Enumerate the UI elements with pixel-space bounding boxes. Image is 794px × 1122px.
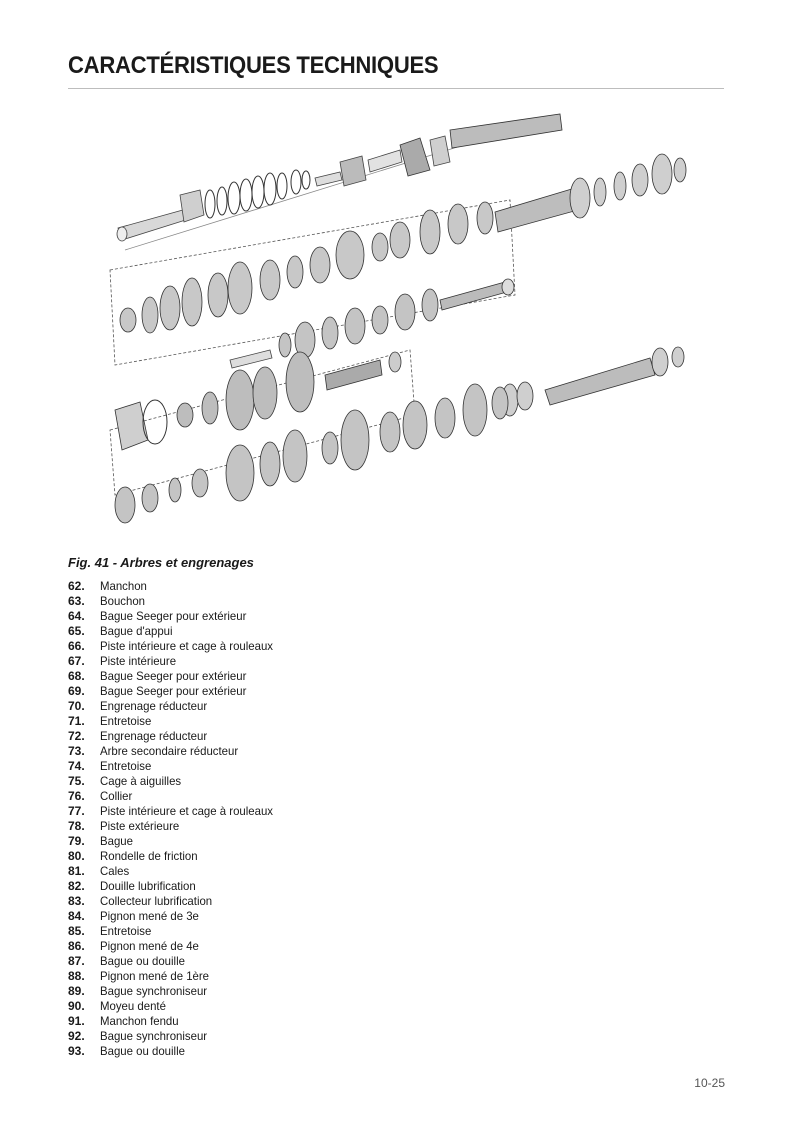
legend-label: Bague bbox=[100, 834, 133, 848]
legend-number: 83. bbox=[68, 894, 85, 908]
legend-item bbox=[68, 579, 282, 594]
legend-label: Rondelle de friction bbox=[100, 849, 198, 863]
legend-item bbox=[68, 699, 282, 714]
legend-item bbox=[68, 999, 282, 1014]
legend-label: Manchon bbox=[100, 579, 147, 593]
page-title: CARACTÉRISTIQUES TECHNIQUES bbox=[68, 52, 439, 79]
legend-label: Piste intérieure et cage à rouleaux bbox=[100, 804, 274, 818]
legend-item bbox=[68, 1014, 282, 1029]
legend-item bbox=[68, 924, 282, 939]
legend-number: 92. bbox=[68, 1029, 85, 1043]
legend-number: 88. bbox=[68, 969, 85, 983]
shaft-row-1 bbox=[117, 114, 562, 241]
legend-item bbox=[68, 624, 282, 639]
legend-item bbox=[68, 909, 282, 924]
legend-number: 90. bbox=[68, 999, 85, 1013]
legend-item bbox=[68, 789, 282, 804]
exploded-gearbox-diagram bbox=[100, 100, 700, 545]
legend-item bbox=[68, 594, 282, 609]
legend-label: Cales bbox=[100, 864, 130, 878]
legend-number: 71. bbox=[68, 714, 85, 728]
legend-number: 70. bbox=[68, 699, 85, 713]
legend-item bbox=[68, 714, 282, 729]
legend-label: Douille lubrification bbox=[100, 879, 196, 893]
legend-item bbox=[68, 864, 282, 879]
legend-label: Piste intérieure bbox=[100, 654, 177, 668]
legend-label: Piste extérieure bbox=[100, 819, 180, 833]
page-number: 10-25 bbox=[694, 1076, 725, 1090]
legend-label: Moyeu denté bbox=[100, 999, 166, 1013]
legend-number: 85. bbox=[68, 924, 85, 938]
parts-legend bbox=[68, 579, 282, 1059]
legend-item bbox=[68, 744, 282, 759]
legend-number: 68. bbox=[68, 669, 85, 683]
legend-label: Bague ou douille bbox=[100, 1044, 185, 1058]
legend-label: Pignon mené de 3e bbox=[100, 909, 199, 923]
legend-item bbox=[68, 654, 282, 669]
legend-label: Bague Seeger pour extérieur bbox=[100, 684, 247, 698]
legend-item bbox=[68, 834, 282, 849]
legend-number: 76. bbox=[68, 789, 85, 803]
output-shaft bbox=[502, 347, 684, 416]
legend-number: 79. bbox=[68, 834, 85, 848]
legend-number: 91. bbox=[68, 1014, 85, 1028]
legend-number: 62. bbox=[68, 579, 85, 593]
legend-number: 63. bbox=[68, 594, 85, 608]
legend-number: 93. bbox=[68, 1044, 85, 1058]
legend-label: Entretoise bbox=[100, 714, 152, 728]
legend-label: Bouchon bbox=[100, 594, 146, 608]
legend-label: Bague d'appui bbox=[100, 624, 173, 638]
legend-label: Manchon fendu bbox=[100, 1014, 179, 1028]
legend-number: 87. bbox=[68, 954, 85, 968]
legend-item bbox=[68, 849, 282, 864]
legend-label: Entretoise bbox=[100, 759, 152, 773]
legend-item bbox=[68, 669, 282, 684]
legend-label: Collier bbox=[100, 789, 133, 803]
legend-item bbox=[68, 729, 282, 744]
legend-number: 74. bbox=[68, 759, 85, 773]
legend-number: 69. bbox=[68, 684, 85, 698]
legend-item bbox=[68, 609, 282, 624]
legend-item bbox=[68, 759, 282, 774]
shaft-row-5 bbox=[115, 384, 508, 523]
legend-label: Pignon mené de 1ère bbox=[100, 969, 210, 983]
legend-number: 64. bbox=[68, 609, 85, 623]
legend-item bbox=[68, 804, 282, 819]
legend-number: 77. bbox=[68, 804, 85, 818]
legend-number: 75. bbox=[68, 774, 85, 788]
legend-label: Bague ou douille bbox=[100, 954, 185, 968]
legend-label: Collecteur lubrification bbox=[100, 894, 213, 908]
legend-item bbox=[68, 939, 282, 954]
legend-number: 65. bbox=[68, 624, 85, 638]
legend-label: Cage à aiguilles bbox=[100, 774, 182, 788]
legend-number: 89. bbox=[68, 984, 85, 998]
legend-label: Bague synchroniseur bbox=[100, 984, 208, 998]
legend-item bbox=[68, 639, 282, 654]
legend-label: Engrenage réducteur bbox=[100, 699, 208, 713]
figure-caption: Fig. 41 - Arbres et engrenages bbox=[68, 555, 254, 570]
legend-label: Bague Seeger pour extérieur bbox=[100, 609, 247, 623]
legend-item bbox=[68, 954, 282, 969]
legend-number: 84. bbox=[68, 909, 85, 923]
legend-item bbox=[68, 969, 282, 984]
legend-number: 67. bbox=[68, 654, 85, 668]
legend-item bbox=[68, 774, 282, 789]
legend-item bbox=[68, 879, 282, 894]
legend-item bbox=[68, 1044, 282, 1059]
legend-number: 81. bbox=[68, 864, 85, 878]
legend-label: Entretoise bbox=[100, 924, 152, 938]
legend-number: 66. bbox=[68, 639, 85, 653]
legend-number: 86. bbox=[68, 939, 85, 953]
legend-label: Bague synchroniseur bbox=[100, 1029, 208, 1043]
legend-item bbox=[68, 684, 282, 699]
legend-number: 73. bbox=[68, 744, 85, 758]
legend-item bbox=[68, 984, 282, 999]
legend-number: 80. bbox=[68, 849, 85, 863]
legend-label: Bague Seeger pour extérieur bbox=[100, 669, 247, 683]
legend-number: 82. bbox=[68, 879, 85, 893]
legend-item bbox=[68, 1029, 282, 1044]
legend-number: 78. bbox=[68, 819, 85, 833]
legend-item bbox=[68, 819, 282, 834]
legend-label: Pignon mené de 4e bbox=[100, 939, 199, 953]
legend-label: Engrenage réducteur bbox=[100, 729, 208, 743]
legend-label: Arbre secondaire réducteur bbox=[100, 744, 239, 758]
title-divider bbox=[68, 88, 724, 89]
legend-label: Piste intérieure et cage à rouleaux bbox=[100, 639, 274, 653]
legend-number: 72. bbox=[68, 729, 85, 743]
legend-item bbox=[68, 894, 282, 909]
